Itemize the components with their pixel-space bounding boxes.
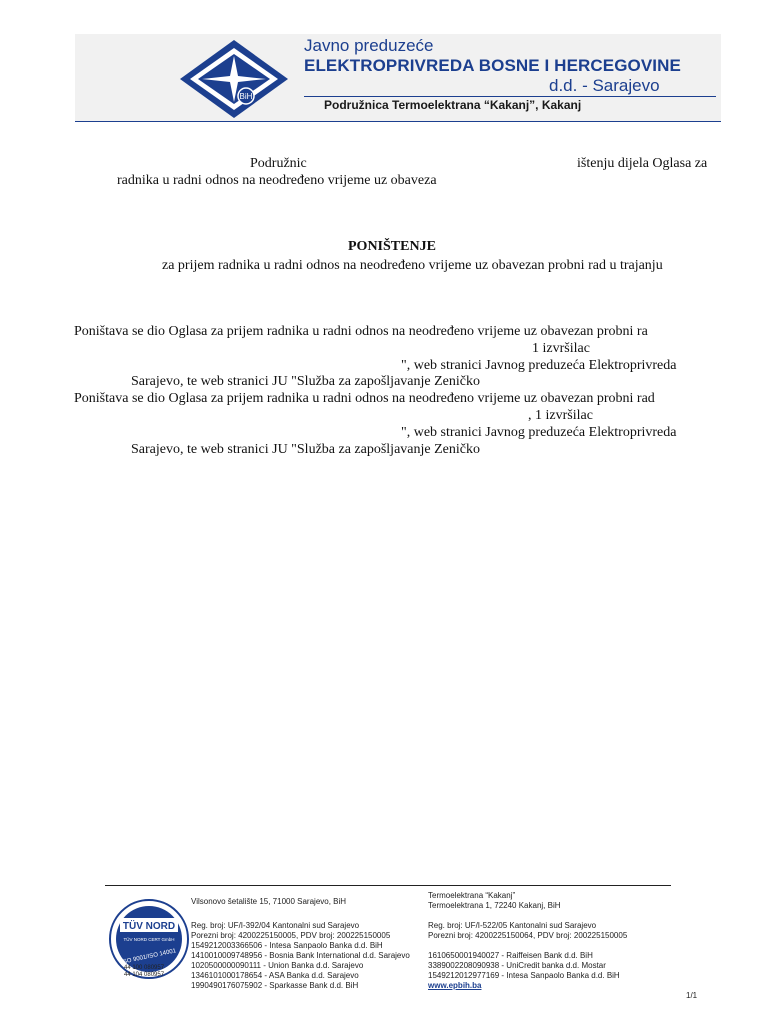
- footer-right-reg: Reg. broj: UF/I-522/05 Kantonalni sud Sarajevo: [428, 921, 597, 930]
- footer-right-address: Termoelektrana 1, 72240 Kakanj, BiH: [428, 901, 561, 910]
- seal-iso: ISO 9001/ISO 14001: [120, 948, 177, 966]
- footer-right-bank: 1610650001940027 - Raiffeisen Bank d.d. BiH: [428, 951, 593, 960]
- document-subtitle: za prijem radnika u radni odnos na neodređeno vrijeme uz obavezan probni rad u trajanju: [162, 258, 663, 273]
- footer-left-reg: Reg. broj: UF/I-392/04 Kantonalni sud Sarajevo: [191, 921, 360, 930]
- certificate-numbers: [124, 965, 164, 979]
- footer-left-bank: 1020500000090111 - Union Banka d.d. Sarajevo: [191, 961, 364, 970]
- paragraph2-line4: Sarajevo, te web stranici JU "Služba za zapošljavanje Zeničko: [131, 442, 480, 457]
- epbih-logo: [178, 38, 290, 120]
- company-name-line2: ELEKTROPRIVREDA BOSNE I HERCEGOVINE: [304, 56, 681, 75]
- footer-left-bank: 1346101000178654 - ASA Banka d.d. Sarajevo: [191, 971, 359, 980]
- letterhead-rule: [75, 121, 721, 122]
- paragraph1-line2: 1 izvršilac: [532, 341, 590, 356]
- intro-line1-left: Podružnic: [250, 156, 307, 171]
- footer-right-tax: Porezni broj: 4200225150064, PDV broj: 200225150005: [428, 931, 628, 940]
- certificate-number: 44 100 080957: [124, 965, 165, 971]
- company-name-line3: d.d. - Sarajevo: [549, 76, 660, 95]
- branch-name: Podružnica Termoelektrana “Kakanj”, Kakanj: [324, 98, 582, 112]
- intro-line2: radnika u radni odnos na neodređeno vrijeme uz obaveza: [117, 173, 437, 188]
- paragraph2-line3: ", web stranici Javnog preduzeća Elektroprivreda: [401, 425, 677, 440]
- logo-text: BiH: [239, 92, 253, 101]
- certificate-number: 44 104 080957: [124, 972, 165, 978]
- paragraph2-line1: Poništava se dio Oglasa za prijem radnika u radni odnos na neodređeno vrijeme uz obavezan probni rad: [74, 391, 655, 406]
- paragraph1-line1: Poništava se dio Oglasa za prijem radnika u radni odnos na neodređeno vrijeme uz obavezan probni ra: [74, 324, 648, 339]
- footer-left-bank: 1410010009748956 - Bosnia Bank International d.d. Sarajevo: [191, 951, 410, 960]
- document-title: PONIŠTENJE: [348, 239, 436, 254]
- intro-line1-right: ištenju dijela Oglasa za: [577, 156, 708, 171]
- company-name-line1: Javno preduzeće: [304, 36, 434, 55]
- seal-brand: TÜV NORD: [122, 921, 176, 932]
- paragraph1-line4: Sarajevo, te web stranici JU "Služba za zapošljavanje Zeničko: [131, 374, 480, 389]
- footer-left-address: Vilsonovo šetalište 15, 71000 Sarajevo, BiH: [191, 897, 347, 906]
- page-number: 1/1: [686, 991, 698, 1000]
- footer-left-bank: 1549212003366506 - Intesa Sanpaolo Banka d.d. BiH: [191, 941, 383, 950]
- footer-right-bank: 3389002208090938 - UniCredit banka d.d. Mostar: [428, 961, 606, 970]
- footer-left-bank: 1990490176075902 - Sparkasse Bank d.d. BiH: [191, 981, 359, 990]
- footer-left-tax: Porezni broj: 4200225150005, PDV broj: 200225150005: [191, 931, 391, 940]
- seal-sub: TÜV NORD CERT GmbH: [123, 937, 175, 942]
- company-rule: [304, 96, 716, 97]
- website-link[interactable]: www.epbih.ba: [428, 981, 482, 990]
- paragraph1-line3: ", web stranici Javnog preduzeća Elektroprivreda: [401, 358, 677, 373]
- footer-right-name: Termoelektrana “Kakanj”: [428, 891, 516, 900]
- paragraph2-line2: , 1 izvršilac: [528, 408, 593, 423]
- footer-right-bank: 1549212012977169 - Intesa Sanpaolo Banka d.d. BiH: [428, 971, 620, 980]
- footer-rule: [105, 885, 671, 886]
